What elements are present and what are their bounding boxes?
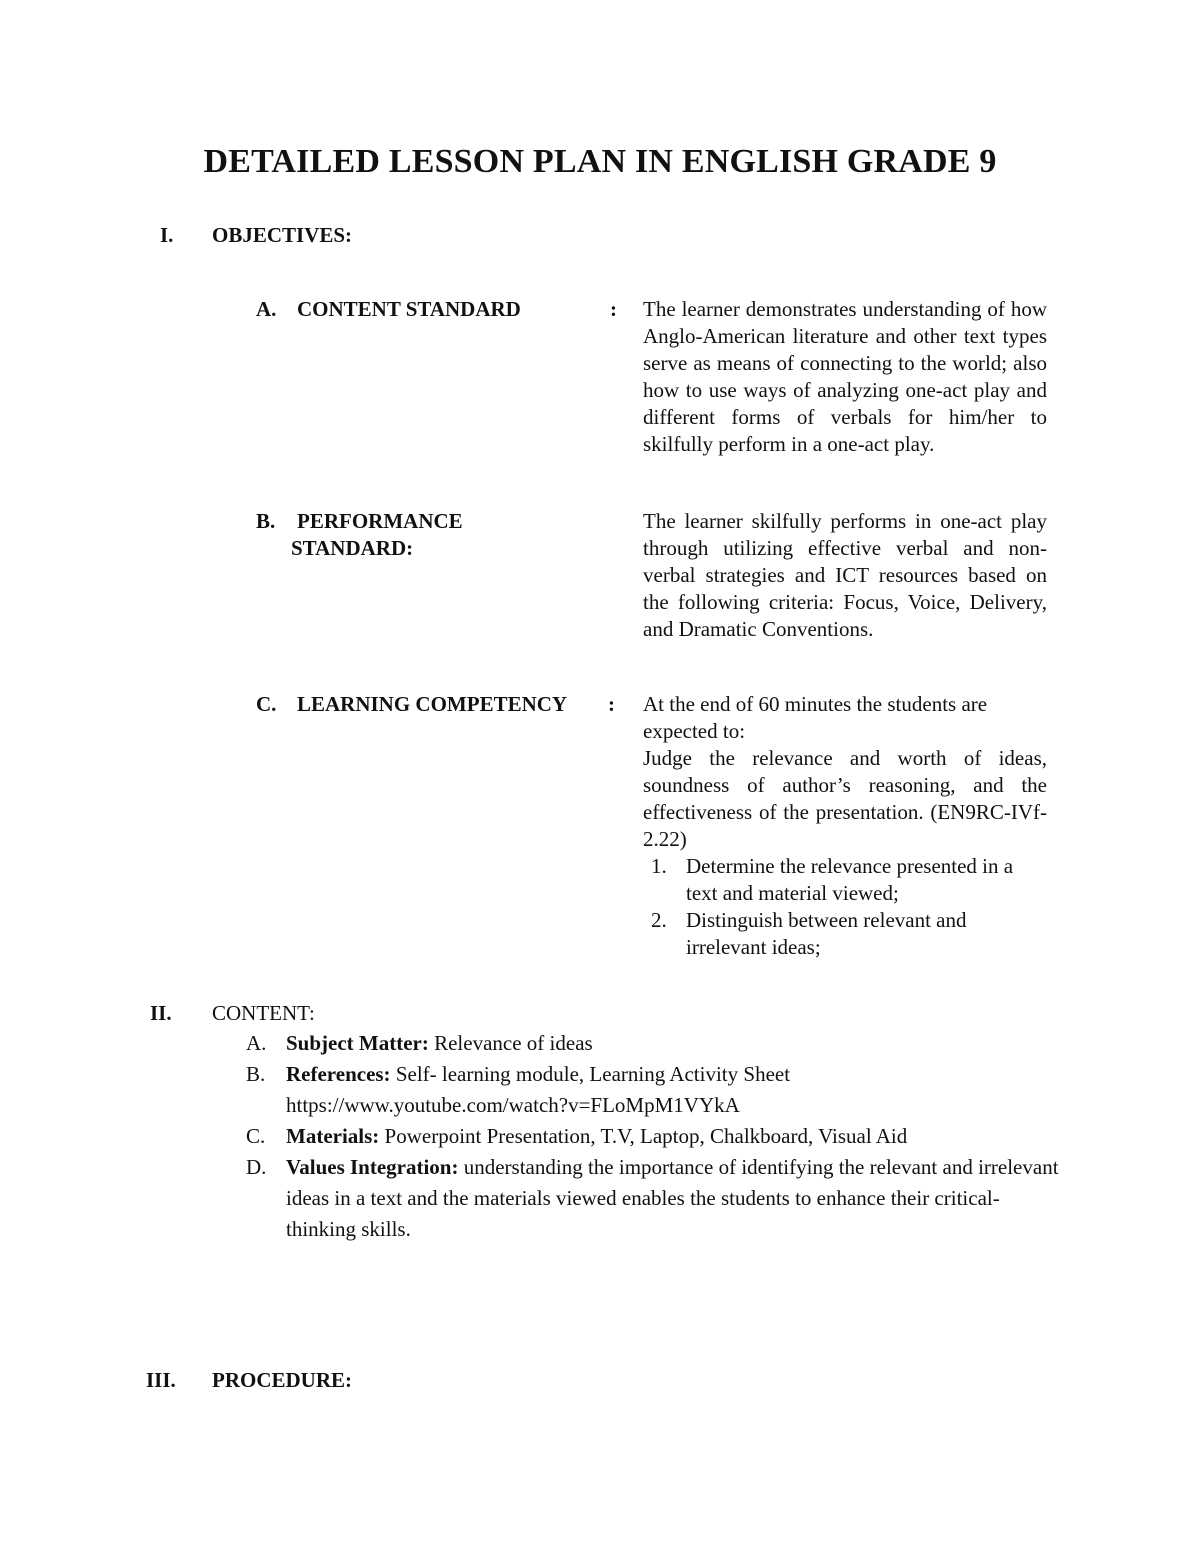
section-numeral: II. xyxy=(150,1001,172,1025)
item-text: Powerpoint Presentation, T.V, Laptop, Chalkboard, Visual Aid xyxy=(379,1124,908,1148)
list-item xyxy=(244,1152,1064,1245)
item-text: Relevance of ideas xyxy=(428,1031,593,1055)
performance-standard-label: PERFORMANCE xyxy=(297,509,463,533)
item-label: Materials: xyxy=(286,1124,380,1148)
label-colon: : xyxy=(610,297,617,321)
reference-link[interactable]: https://www.youtube.com/watch?v=FLoMpM1VYkA xyxy=(286,1093,740,1117)
item-text: Self- learning module, Learning Activity Sheet xyxy=(390,1062,791,1086)
list-item-text: Determine the relevance presented in a text and material viewed; xyxy=(686,854,1014,905)
list-letter: C. xyxy=(246,1124,266,1148)
list-number: 2. xyxy=(651,908,667,932)
section-numeral: I. xyxy=(160,223,174,247)
list-letter: B. xyxy=(246,1062,266,1086)
list-item xyxy=(244,1059,1064,1121)
item-letter: A. xyxy=(256,297,277,321)
item-label: References: xyxy=(286,1062,391,1086)
performance-standard-label-2: STANDARD: xyxy=(291,536,414,560)
content-standard-label: CONTENT STANDARD xyxy=(297,297,521,321)
document-title: DETAILED LESSON PLAN IN ENGLISH GRADE 9 xyxy=(203,143,997,180)
learning-competency-intro: At the end of 60 minutes the students are expected to: xyxy=(643,692,988,743)
item-label: Subject Matter: xyxy=(286,1031,429,1055)
content-standard-text: The learner demonstrates understanding of how Anglo-American literature and other text types serve as means of connecting to the world; also how to use ways of analyzing one-act play and different forms of verbals for him/her to skilfully perform in a one-act play. xyxy=(643,297,1047,456)
section-heading-procedure: PROCEDURE: xyxy=(212,1368,352,1392)
list-item xyxy=(643,853,1047,907)
learning-competency-text: Judge the relevance and worth of ideas, soundness of author’s reasoning, and the effectiveness of the presentation. (EN9RC-IVf-2.22) xyxy=(643,746,1047,851)
list-item xyxy=(244,1028,1064,1059)
item-text: understanding the importance of identifying the relevant and irrelevant ideas in a text and the materials viewed enables the students to enhance their critical-thinking skills. xyxy=(286,1155,1059,1241)
item-label: Values Integration: xyxy=(286,1155,459,1179)
list-item-text: Distinguish between relevant and irrelevant ideas; xyxy=(686,908,967,959)
list-item xyxy=(643,907,1047,961)
list-letter: A. xyxy=(246,1031,267,1055)
item-letter: B. xyxy=(256,509,276,533)
item-letter: C. xyxy=(256,692,277,716)
list-number: 1. xyxy=(651,854,667,878)
performance-standard-text: The learner skilfully performs in one-act play through utilizing effective verbal and non-verbal strategies and ICT resources based on the following criteria: Focus, Voice, Delivery, and Dramatic Conventions. xyxy=(643,509,1047,641)
section-numeral: III. xyxy=(146,1368,176,1392)
learning-competency-label: LEARNING COMPETENCY xyxy=(297,692,568,716)
learning-competency-block xyxy=(643,691,1047,961)
list-letter: D. xyxy=(246,1155,267,1179)
competency-list xyxy=(643,853,1047,961)
section-heading-content: CONTENT: xyxy=(212,1001,315,1025)
content-list xyxy=(244,1028,1064,1245)
label-colon: : xyxy=(608,692,615,716)
section-heading-objectives: OBJECTIVES: xyxy=(212,223,353,247)
list-item xyxy=(244,1121,1064,1152)
